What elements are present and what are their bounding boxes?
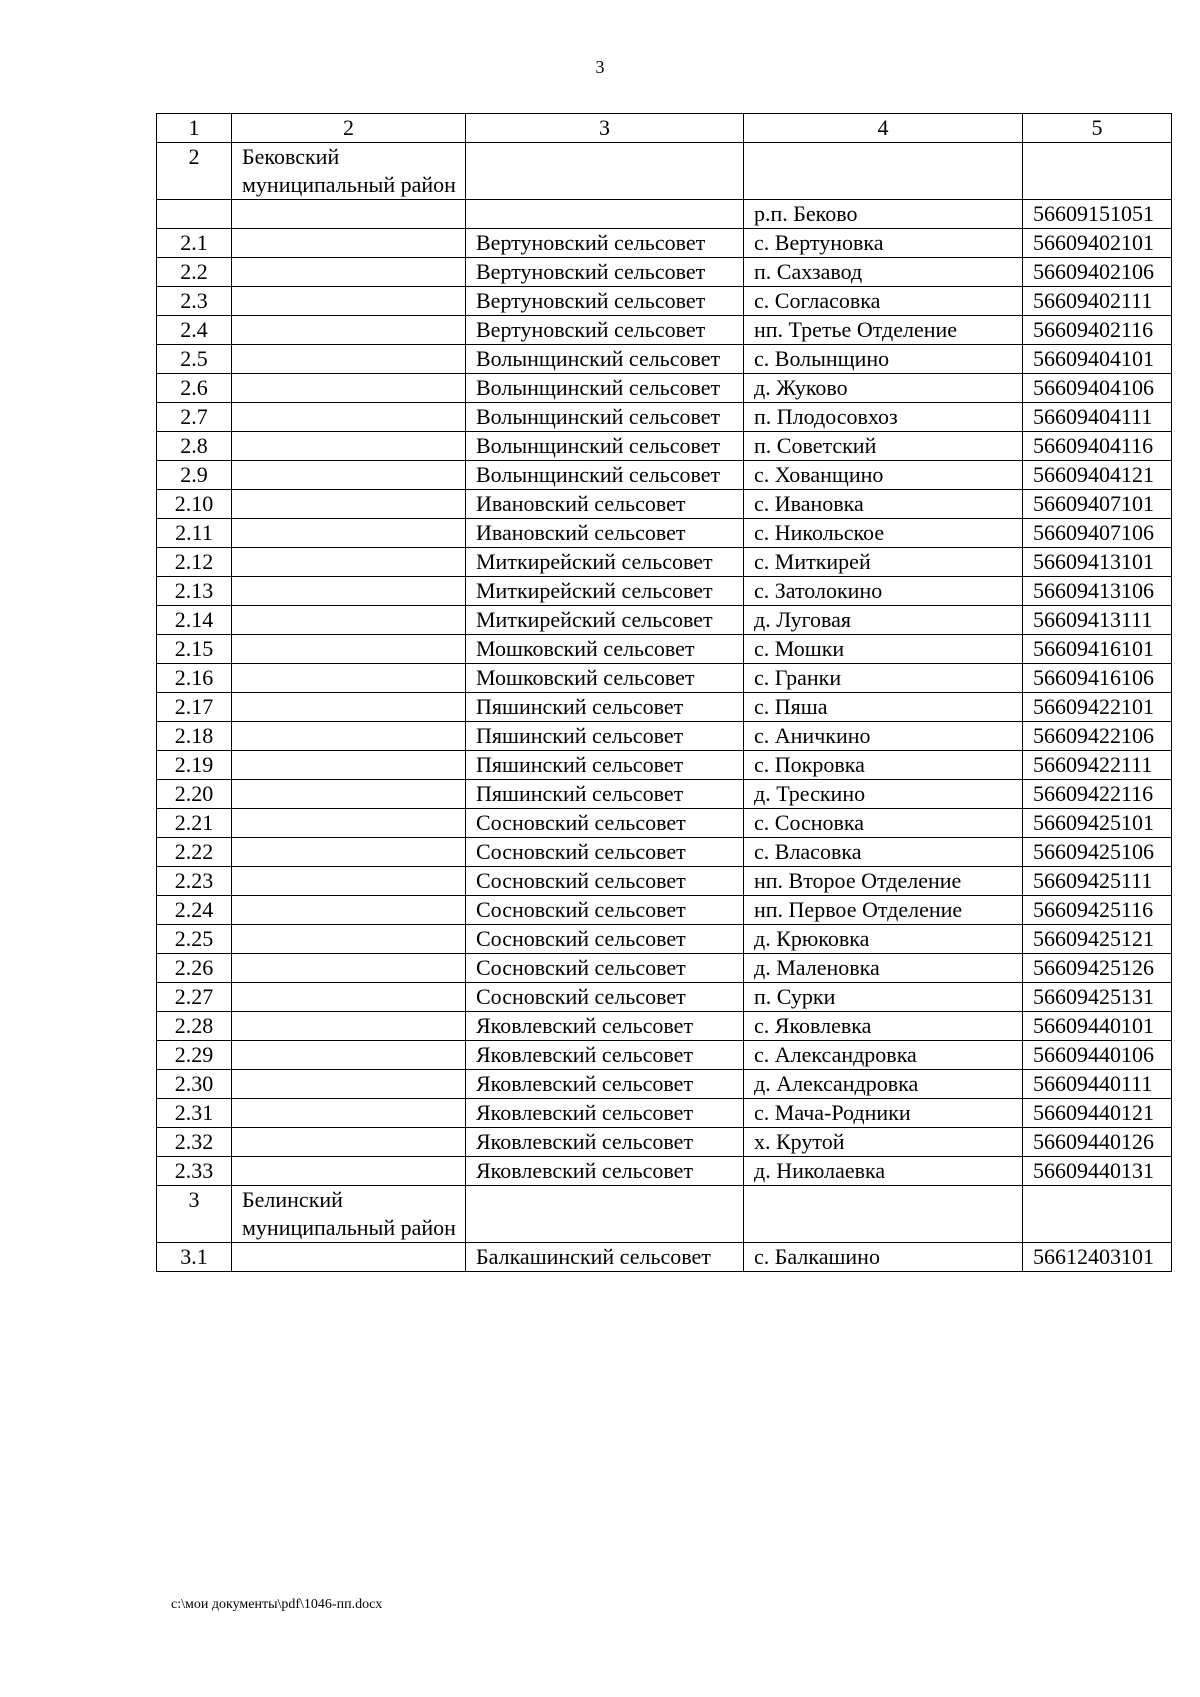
settlement-cell: х. Крутой xyxy=(744,1128,1023,1157)
row-number-cell: 2.12 xyxy=(157,548,232,577)
code-cell: 56609440121 xyxy=(1023,1099,1172,1128)
settlement-cell: д. Александровка xyxy=(744,1070,1023,1099)
council-cell xyxy=(466,143,744,200)
district-cell: Бековский муниципальный район xyxy=(232,143,466,200)
code-cell: 56609440126 xyxy=(1023,1128,1172,1157)
settlement-cell: д. Крюковка xyxy=(744,925,1023,954)
column-header: 1 xyxy=(157,114,232,143)
code-cell: 56609440131 xyxy=(1023,1157,1172,1186)
settlement-cell: д. Маленовка xyxy=(744,954,1023,983)
row-number-cell: 2.25 xyxy=(157,925,232,954)
council-cell: Миткирейский сельсовет xyxy=(466,606,744,635)
settlement-cell: с. Александровка xyxy=(744,1041,1023,1070)
row-number-cell: 2.27 xyxy=(157,983,232,1012)
district-cell xyxy=(232,345,466,374)
code-cell: 56609402106 xyxy=(1023,258,1172,287)
council-cell: Сосновский сельсовет xyxy=(466,983,744,1012)
settlement-cell: д. Николаевка xyxy=(744,1157,1023,1186)
settlement-cell: с. Власовка xyxy=(744,838,1023,867)
council-cell: Вертуновский сельсовет xyxy=(466,258,744,287)
council-cell: Сосновский сельсовет xyxy=(466,867,744,896)
code-cell: 56609425131 xyxy=(1023,983,1172,1012)
code-cell: 56609404111 xyxy=(1023,403,1172,432)
council-cell: Ивановский сельсовет xyxy=(466,490,744,519)
council-cell: Пяшинский сельсовет xyxy=(466,722,744,751)
code-cell: 56609404101 xyxy=(1023,345,1172,374)
row-number-cell: 2.18 xyxy=(157,722,232,751)
settlement-cell: с. Мошки xyxy=(744,635,1023,664)
table-row xyxy=(157,954,1172,983)
row-number-cell: 2.16 xyxy=(157,664,232,693)
district-cell xyxy=(232,809,466,838)
code-cell xyxy=(1023,143,1172,200)
code-cell: 56609413111 xyxy=(1023,606,1172,635)
district-cell xyxy=(232,983,466,1012)
row-number-cell: 2.22 xyxy=(157,838,232,867)
row-number-cell: 2.17 xyxy=(157,693,232,722)
settlement-cell: п. Сурки xyxy=(744,983,1023,1012)
district-cell xyxy=(232,1243,466,1272)
code-cell: 56609422111 xyxy=(1023,751,1172,780)
council-cell: Миткирейский сельсовет xyxy=(466,577,744,606)
row-number-cell: 2.32 xyxy=(157,1128,232,1157)
table-row xyxy=(157,1099,1172,1128)
settlement-cell: с. Балкашино xyxy=(744,1243,1023,1272)
council-cell: Сосновский сельсовет xyxy=(466,925,744,954)
district-cell xyxy=(232,1012,466,1041)
settlement-cell: д. Трескино xyxy=(744,780,1023,809)
settlement-cell: нп. Третье Отделение xyxy=(744,316,1023,345)
council-cell: Мошковский сельсовет xyxy=(466,635,744,664)
settlement-cell: с. Никольское xyxy=(744,519,1023,548)
district-cell xyxy=(232,374,466,403)
council-cell: Яковлевский сельсовет xyxy=(466,1012,744,1041)
table-row xyxy=(157,1243,1172,1272)
district-cell xyxy=(232,722,466,751)
code-cell: 56609413106 xyxy=(1023,577,1172,606)
council-cell: Яковлевский сельсовет xyxy=(466,1041,744,1070)
column-header: 5 xyxy=(1023,114,1172,143)
code-cell: 56609425121 xyxy=(1023,925,1172,954)
settlement-cell: р.п. Беково xyxy=(744,200,1023,229)
council-cell: Волынщинский сельсовет xyxy=(466,403,744,432)
row-number-cell: 2.6 xyxy=(157,374,232,403)
row-number-cell: 2 xyxy=(157,143,232,200)
row-number-cell: 2.33 xyxy=(157,1157,232,1186)
table-row xyxy=(157,867,1172,896)
settlements-table xyxy=(156,113,1172,1272)
code-cell: 56609413101 xyxy=(1023,548,1172,577)
code-cell: 56609402111 xyxy=(1023,287,1172,316)
code-cell: 56609404121 xyxy=(1023,461,1172,490)
code-cell: 56609425111 xyxy=(1023,867,1172,896)
council-cell: Вертуновский сельсовет xyxy=(466,287,744,316)
table-row xyxy=(157,374,1172,403)
district-cell xyxy=(232,403,466,432)
row-number-cell: 2.23 xyxy=(157,867,232,896)
table-row xyxy=(157,143,1172,200)
table-row xyxy=(157,606,1172,635)
district-cell xyxy=(232,751,466,780)
settlement-cell: с. Сосновка xyxy=(744,809,1023,838)
table-row xyxy=(157,983,1172,1012)
settlement-cell: с. Миткирей xyxy=(744,548,1023,577)
council-cell: Вертуновский сельсовет xyxy=(466,229,744,258)
table-row xyxy=(157,519,1172,548)
row-number-cell: 2.14 xyxy=(157,606,232,635)
table-header-row xyxy=(157,114,1172,143)
row-number-cell: 2.4 xyxy=(157,316,232,345)
row-number-cell: 2.26 xyxy=(157,954,232,983)
row-number-cell: 2.11 xyxy=(157,519,232,548)
district-cell xyxy=(232,287,466,316)
district-cell xyxy=(232,780,466,809)
settlement-cell: п. Плодосовхоз xyxy=(744,403,1023,432)
council-cell: Волынщинский сельсовет xyxy=(466,374,744,403)
table-row xyxy=(157,1012,1172,1041)
table-row xyxy=(157,1070,1172,1099)
table-row xyxy=(157,635,1172,664)
table-row xyxy=(157,258,1172,287)
table-row xyxy=(157,461,1172,490)
code-cell: 56609440101 xyxy=(1023,1012,1172,1041)
code-cell: 56612403101 xyxy=(1023,1243,1172,1272)
code-cell: 56609422106 xyxy=(1023,722,1172,751)
district-cell xyxy=(232,1041,466,1070)
table-row xyxy=(157,780,1172,809)
code-cell: 56609416101 xyxy=(1023,635,1172,664)
row-number-cell: 2.30 xyxy=(157,1070,232,1099)
district-cell xyxy=(232,316,466,345)
code-cell: 56609425106 xyxy=(1023,838,1172,867)
table-row xyxy=(157,287,1172,316)
table-row xyxy=(157,548,1172,577)
settlement-cell: с. Согласовка xyxy=(744,287,1023,316)
code-cell: 56609425126 xyxy=(1023,954,1172,983)
settlement-cell: нп. Первое Отделение xyxy=(744,896,1023,925)
row-number-cell: 3.1 xyxy=(157,1243,232,1272)
district-cell xyxy=(232,664,466,693)
district-cell xyxy=(232,258,466,287)
table-row xyxy=(157,490,1172,519)
code-cell: 56609407106 xyxy=(1023,519,1172,548)
district-cell xyxy=(232,577,466,606)
code-cell: 56609440111 xyxy=(1023,1070,1172,1099)
council-cell: Волынщинский сельсовет xyxy=(466,432,744,461)
row-number-cell: 2.2 xyxy=(157,258,232,287)
district-cell: Белинский муниципальный район xyxy=(232,1186,466,1243)
code-cell: 56609151051 xyxy=(1023,200,1172,229)
code-cell: 56609422101 xyxy=(1023,693,1172,722)
district-cell xyxy=(232,896,466,925)
council-cell: Сосновский сельсовет xyxy=(466,896,744,925)
code-cell: 56609416106 xyxy=(1023,664,1172,693)
settlement-cell: д. Луговая xyxy=(744,606,1023,635)
table-row xyxy=(157,403,1172,432)
table-row xyxy=(157,229,1172,258)
table-row xyxy=(157,577,1172,606)
council-cell: Вертуновский сельсовет xyxy=(466,316,744,345)
settlement-cell: п. Сахзавод xyxy=(744,258,1023,287)
settlement-cell: с. Ивановка xyxy=(744,490,1023,519)
district-cell xyxy=(232,925,466,954)
council-cell: Пяшинский сельсовет xyxy=(466,751,744,780)
table-row xyxy=(157,664,1172,693)
code-cell: 56609402116 xyxy=(1023,316,1172,345)
table-row xyxy=(157,1128,1172,1157)
row-number-cell: 2.21 xyxy=(157,809,232,838)
row-number-cell: 2.1 xyxy=(157,229,232,258)
settlement-cell: с. Гранки xyxy=(744,664,1023,693)
table-row xyxy=(157,925,1172,954)
settlement-cell: с. Покровка xyxy=(744,751,1023,780)
district-cell xyxy=(232,1099,466,1128)
code-cell: 56609407101 xyxy=(1023,490,1172,519)
table-row xyxy=(157,316,1172,345)
row-number-cell: 2.9 xyxy=(157,461,232,490)
settlement-cell: с. Пяша xyxy=(744,693,1023,722)
row-number-cell: 2.20 xyxy=(157,780,232,809)
code-cell xyxy=(1023,1186,1172,1243)
row-number-cell: 2.3 xyxy=(157,287,232,316)
row-number-cell: 2.28 xyxy=(157,1012,232,1041)
district-cell xyxy=(232,635,466,664)
settlement-cell: д. Жуково xyxy=(744,374,1023,403)
code-cell: 56609404106 xyxy=(1023,374,1172,403)
district-cell xyxy=(232,432,466,461)
row-number-cell: 2.24 xyxy=(157,896,232,925)
settlement-cell: с. Яковлевка xyxy=(744,1012,1023,1041)
district-cell xyxy=(232,693,466,722)
table-row xyxy=(157,1157,1172,1186)
council-cell: Яковлевский сельсовет xyxy=(466,1099,744,1128)
district-cell xyxy=(232,200,466,229)
column-header: 4 xyxy=(744,114,1023,143)
table-row xyxy=(157,809,1172,838)
table-row xyxy=(157,693,1172,722)
council-cell: Яковлевский сельсовет xyxy=(466,1128,744,1157)
council-cell: Яковлевский сельсовет xyxy=(466,1070,744,1099)
table-body xyxy=(157,143,1172,1272)
district-cell xyxy=(232,548,466,577)
district-cell xyxy=(232,229,466,258)
council-cell: Ивановский сельсовет xyxy=(466,519,744,548)
council-cell: Яковлевский сельсовет xyxy=(466,1157,744,1186)
district-cell xyxy=(232,954,466,983)
district-cell xyxy=(232,606,466,635)
district-cell xyxy=(232,490,466,519)
code-cell: 56609425116 xyxy=(1023,896,1172,925)
code-cell: 56609422116 xyxy=(1023,780,1172,809)
column-header: 2 xyxy=(232,114,466,143)
row-number-cell xyxy=(157,200,232,229)
row-number-cell: 2.29 xyxy=(157,1041,232,1070)
code-cell: 56609404116 xyxy=(1023,432,1172,461)
council-cell: Пяшинский сельсовет xyxy=(466,693,744,722)
row-number-cell: 3 xyxy=(157,1186,232,1243)
district-cell xyxy=(232,838,466,867)
council-cell: Балкашинский сельсовет xyxy=(466,1243,744,1272)
council-cell: Волынщинский сельсовет xyxy=(466,345,744,374)
row-number-cell: 2.13 xyxy=(157,577,232,606)
table-row xyxy=(157,432,1172,461)
row-number-cell: 2.8 xyxy=(157,432,232,461)
table-row xyxy=(157,1041,1172,1070)
settlement-cell xyxy=(744,1186,1023,1243)
settlement-cell: нп. Второе Отделение xyxy=(744,867,1023,896)
settlement-cell: п. Советский xyxy=(744,432,1023,461)
council-cell: Пяшинский сельсовет xyxy=(466,780,744,809)
table-row xyxy=(157,838,1172,867)
code-cell: 56609425101 xyxy=(1023,809,1172,838)
code-cell: 56609402101 xyxy=(1023,229,1172,258)
council-cell xyxy=(466,1186,744,1243)
district-cell xyxy=(232,519,466,548)
row-number-cell: 2.19 xyxy=(157,751,232,780)
settlement-cell xyxy=(744,143,1023,200)
council-cell: Миткирейский сельсовет xyxy=(466,548,744,577)
council-cell: Волынщинский сельсовет xyxy=(466,461,744,490)
row-number-cell: 2.7 xyxy=(157,403,232,432)
code-cell: 56609440106 xyxy=(1023,1041,1172,1070)
council-cell xyxy=(466,200,744,229)
settlement-cell: с. Аничкино xyxy=(744,722,1023,751)
footer-file-path: c:\мои документы\pdf\1046-пп.docx xyxy=(171,1597,383,1612)
row-number-cell: 2.15 xyxy=(157,635,232,664)
settlement-cell: с. Хованщино xyxy=(744,461,1023,490)
table-row xyxy=(157,200,1172,229)
row-number-cell: 2.5 xyxy=(157,345,232,374)
settlement-cell: с. Вертуновка xyxy=(744,229,1023,258)
district-cell xyxy=(232,1070,466,1099)
row-number-cell: 2.31 xyxy=(157,1099,232,1128)
council-cell: Сосновский сельсовет xyxy=(466,954,744,983)
district-cell xyxy=(232,1128,466,1157)
table-row xyxy=(157,1186,1172,1243)
table-row xyxy=(157,896,1172,925)
settlement-cell: с. Волынщино xyxy=(744,345,1023,374)
district-cell xyxy=(232,867,466,896)
page-number: 3 xyxy=(595,57,605,77)
settlement-cell: с. Затолокино xyxy=(744,577,1023,606)
table-row xyxy=(157,345,1172,374)
council-cell: Мошковский сельсовет xyxy=(466,664,744,693)
settlement-cell: с. Мача-Родники xyxy=(744,1099,1023,1128)
council-cell: Сосновский сельсовет xyxy=(466,809,744,838)
table-row xyxy=(157,722,1172,751)
column-header: 3 xyxy=(466,114,744,143)
table-row xyxy=(157,751,1172,780)
district-cell xyxy=(232,461,466,490)
district-cell xyxy=(232,1157,466,1186)
council-cell: Сосновский сельсовет xyxy=(466,838,744,867)
row-number-cell: 2.10 xyxy=(157,490,232,519)
